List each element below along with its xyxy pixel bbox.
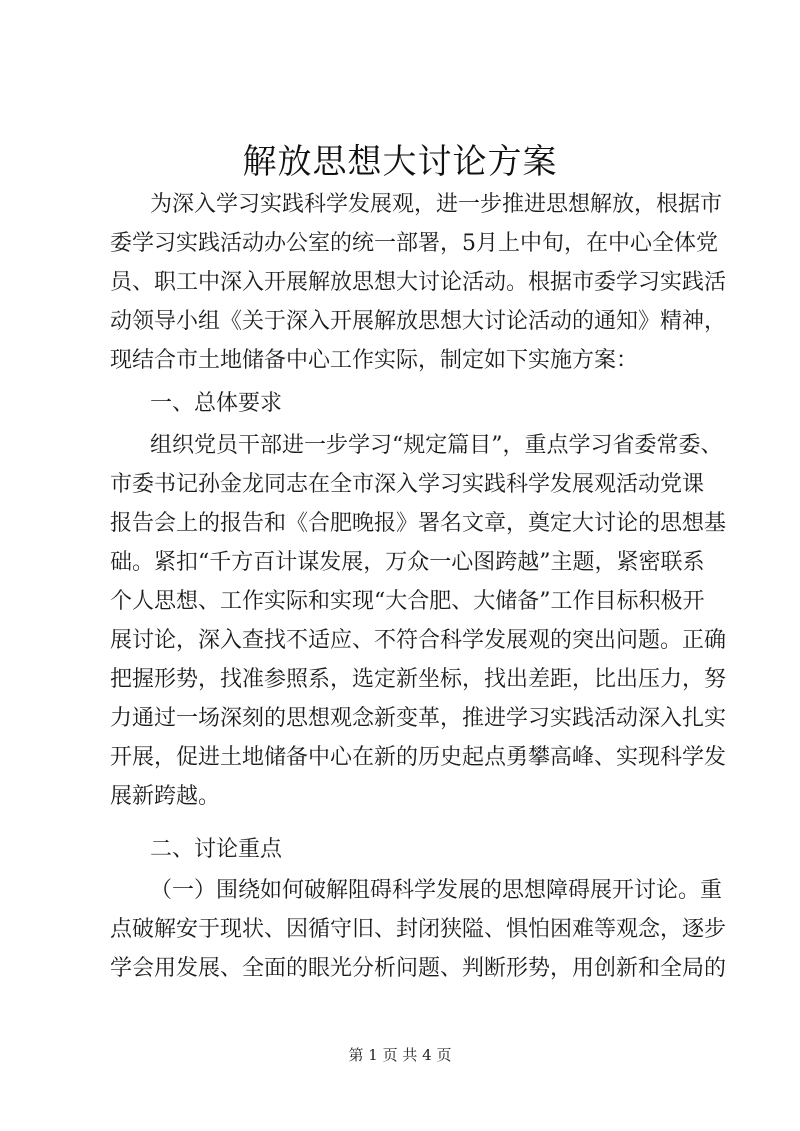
paragraph-line: 为深入学习实践科学发展观，进一步推进思想解放，根据市 — [150, 192, 723, 217]
paragraph-line: 员、职工中深入开展解放思想大讨论活动。根据市委学习实践活 — [110, 270, 727, 295]
paragraph-line: 动领导小组《关于深入开展解放思想大讨论活动的通知》精神， — [110, 309, 727, 334]
paragraph-line: 组织党员干部进一步学习“规定篇目”，重点学习省委常委、 — [150, 433, 723, 458]
paragraph-line: 现结合市土地储备中心工作实际，制定如下实施方案： — [110, 348, 639, 373]
paragraph-line: 委学习实践活动办公室的统一部署，5月上中旬，在中心全体党 — [110, 231, 718, 256]
paragraph-line: 报告会上的报告和《合肥晚报》署名文章，奠定大讨论的思想基 — [110, 511, 727, 536]
paragraph-line: 个人思想、工作实际和实现“大合肥、大储备”工作目标积极开 — [110, 589, 705, 614]
page-footer: 第 1 页 共 4 页 — [348, 1046, 452, 1064]
paragraph-line: 把握形势，找准参照系，选定新坐标，找出差距，比出压力，努 — [110, 667, 727, 692]
paragraph-line: 展新跨越。 — [110, 784, 221, 809]
paragraph-line: 点破解安于现状、因循守旧、封闭狭隘、惧怕困难等观念，逐步 — [110, 917, 727, 942]
document-title: 解放思想大讨论方案 — [242, 142, 558, 182]
paragraph-line: 学会用发展、全面的眼光分析问题、判断形势，用创新和全局的 — [110, 956, 727, 981]
section-heading: 一、总体要求 — [150, 391, 283, 416]
paragraph-line: 展讨论，深入查找不适应、不符合科学发展观的突出问题。正确 — [110, 628, 727, 653]
paragraph-line: 力通过一场深刻的思想观念新变革，推进学习实践活动深入扎实 — [110, 706, 727, 731]
section-heading: 二、讨论重点 — [150, 837, 283, 862]
paragraph-line: 开展，促进土地储备中心在新的历史起点勇攀高峰、实现科学发 — [110, 745, 727, 770]
paragraph-line: 市委书记孙金龙同志在全市深入学习实践科学发展观活动党课 — [110, 472, 705, 497]
paragraph-line: 础。紧扣“千方百计谋发展，万众一心图跨越”主题，紧密联系 — [110, 550, 705, 575]
paragraph-line: （一）围绕如何破解阻碍科学发展的思想障碍展开讨论。重 — [150, 878, 723, 903]
